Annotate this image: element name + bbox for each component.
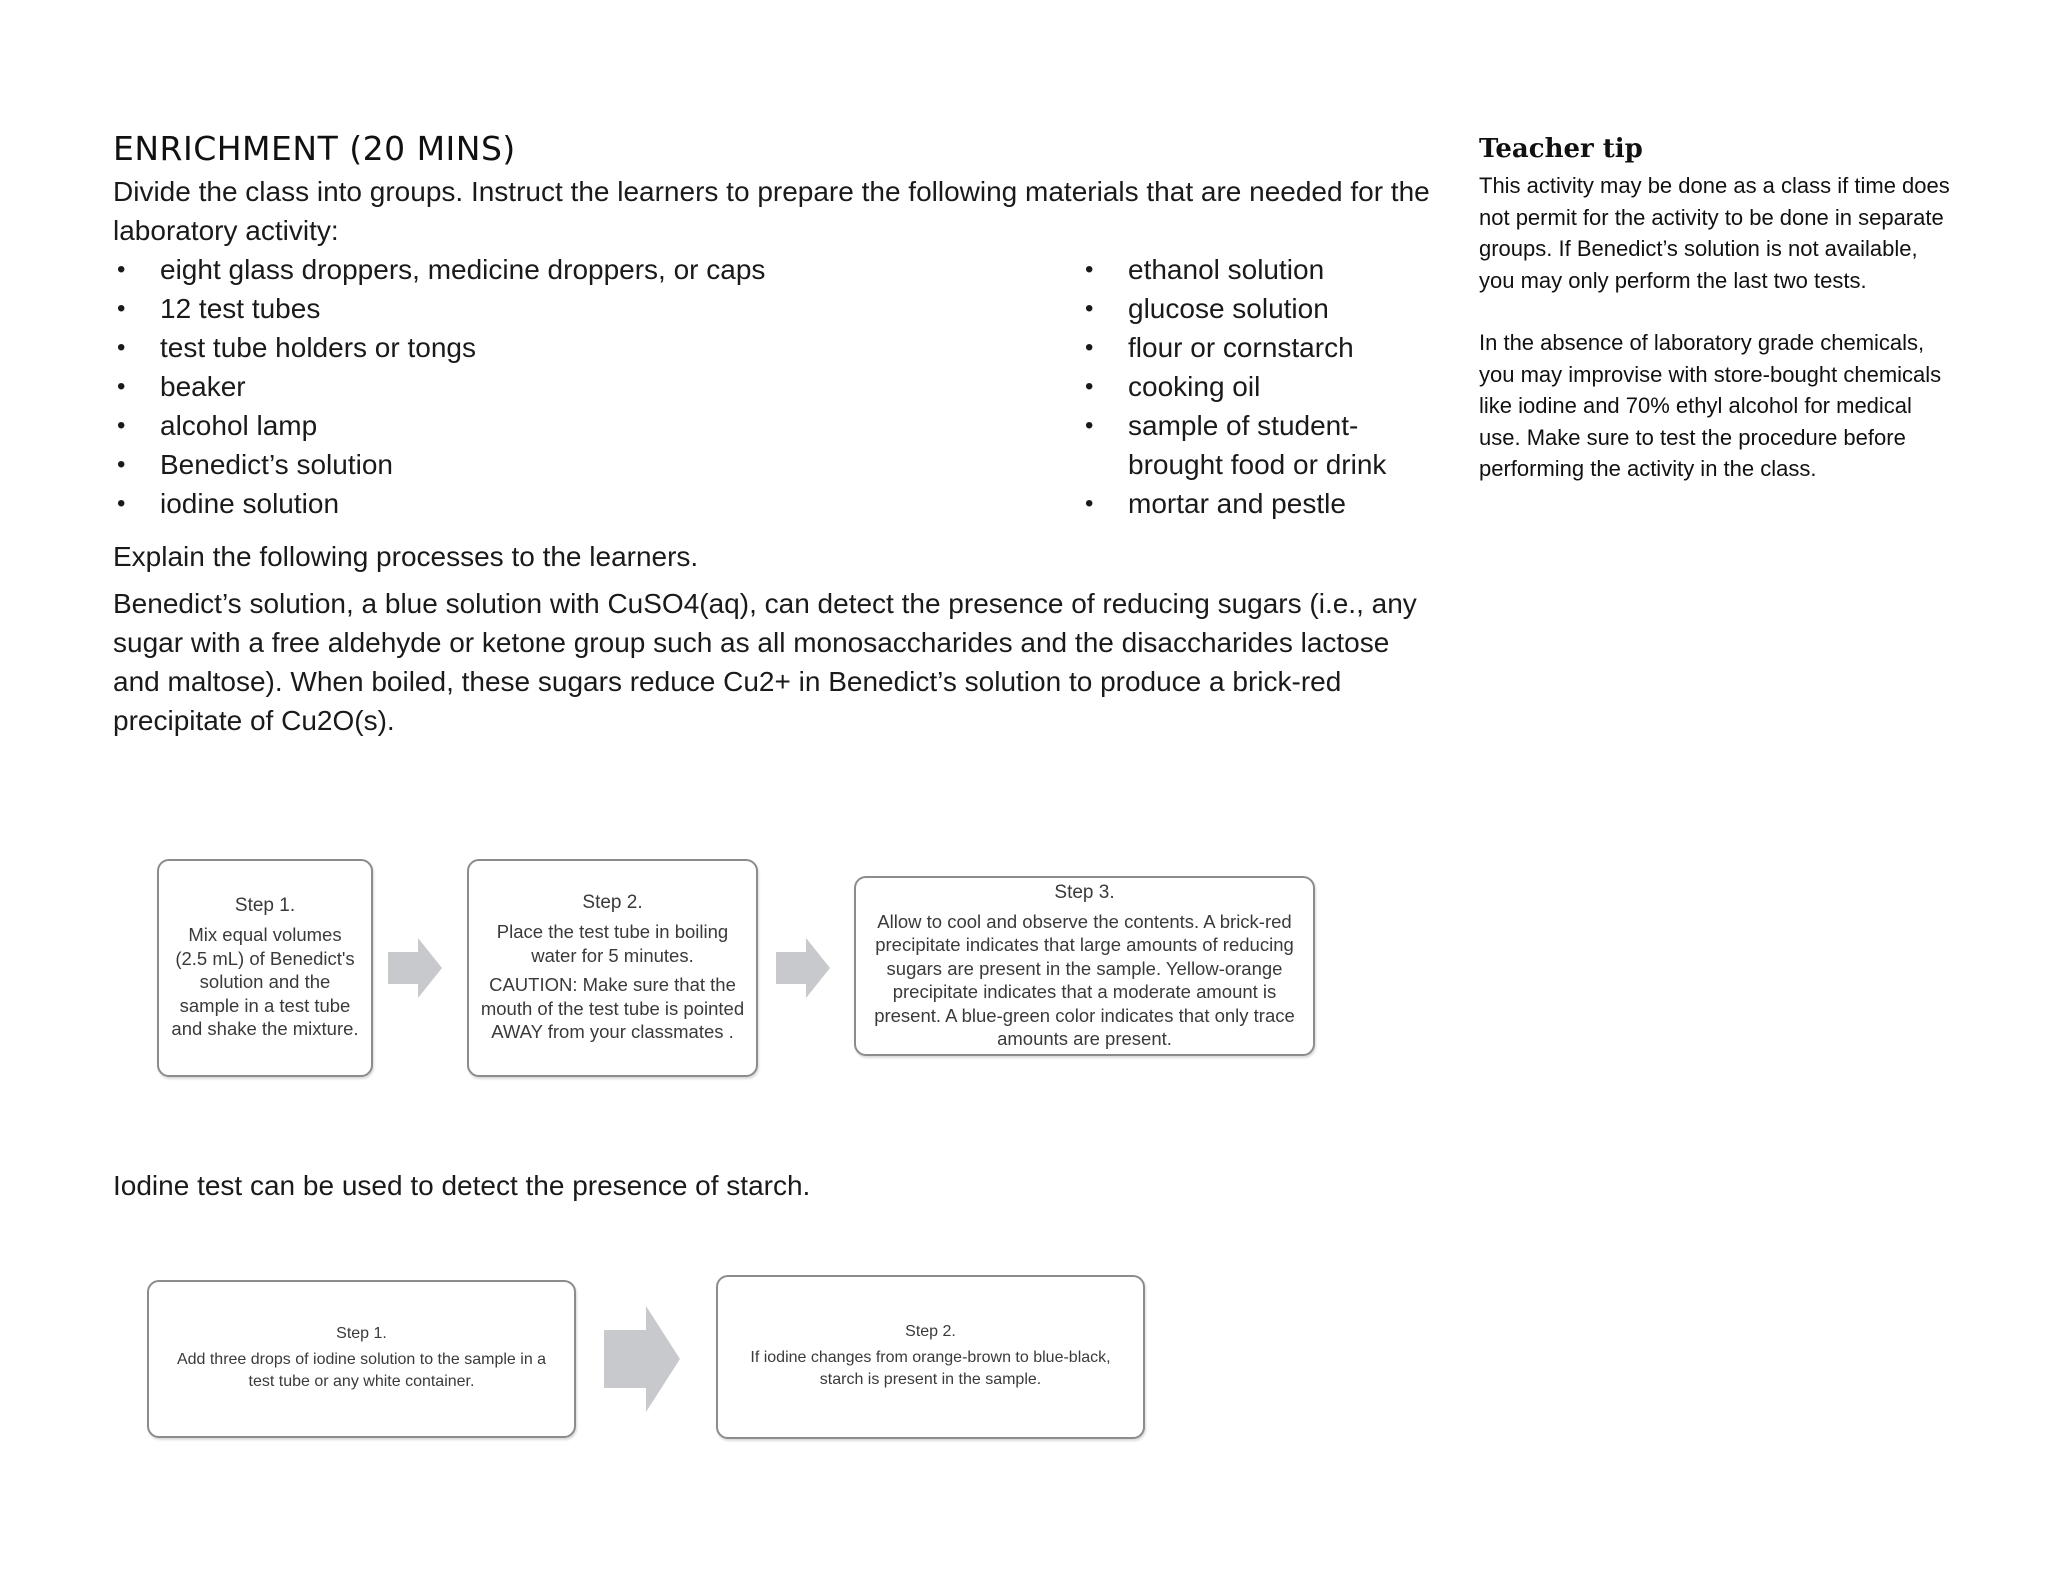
iodine-step2-box [716, 1275, 1145, 1439]
step-text: Allow to cool and observe the contents. A brick-red precipitate indicates that large amounts of reducing sugars are present in the sample. Yellow-orange precipitate indicates that a moderate amount is present. A blue-green color indicates that only trace amounts are present. [874, 910, 1295, 1049]
list-item: • sample of student-brought food or drink [1081, 406, 1421, 484]
list-item: • flour or cornstarch [1081, 328, 1421, 367]
teacher-tip-1: This activity may be done as a class if time does not permit for the activity to be done in separate groups. If Benedict’s solution is not available, you may only perform the last two tests. [1479, 173, 1950, 293]
bullet-icon: • [117, 412, 126, 439]
bullet-icon: • [117, 373, 126, 400]
materials-lists [113, 250, 1443, 525]
materials-list-left [113, 250, 1013, 523]
section-heading: ENRICHMENT (20 MINS) [113, 129, 516, 168]
teacher-tip-title: Teacher tip [1479, 134, 1643, 164]
list-item: • Benedict’s solution [113, 445, 1013, 484]
bullet-icon: • [117, 295, 126, 322]
bullet-icon: • [1085, 412, 1094, 439]
bullet-icon: • [1085, 295, 1094, 322]
arrow-right-icon [388, 938, 444, 998]
list-item: • eight glass droppers, medicine droppers, or caps [113, 250, 1013, 289]
bullet-icon: • [117, 451, 126, 478]
list-item: • test tube holders or tongs [113, 328, 1013, 367]
list-item: • 12 test tubes [113, 289, 1013, 328]
iodine-step1-box [147, 1280, 576, 1438]
arrow-right-icon [604, 1306, 682, 1412]
benedict-step1-box [157, 859, 373, 1077]
list-item: • beaker [113, 367, 1013, 406]
step-text: Mix equal volumes (2.5 mL) of Benedict's solution and the sample in a test tube and shake the mixture. [171, 924, 359, 1040]
bullet-icon: • [117, 334, 126, 361]
step-text: Add three drops of iodine solution to the sample in a test tube or any white container. [176, 1351, 547, 1390]
intro-paragraph: Divide the class into groups. Instruct the learners to prepare the following materials that are needed for the laboratory activity: [113, 176, 1430, 246]
benedict-step2-box [467, 859, 758, 1077]
step-label: Step 2. [905, 1323, 956, 1340]
step-label: Step 2. [582, 892, 643, 914]
benedict-paragraph: Benedict’s solution, a blue solution with CuSO4(aq), can detect the presence of reducing sugars (i.e., any sugar with a free aldehyde or ketone group such as all monosaccharides and the disaccharides lactose and maltose). When boiled, these sugars reduce Cu2+ in Benedict’s solution to produce a brick-red precipitate of Cu2O(s). [113, 588, 1417, 736]
bullet-icon: • [1085, 490, 1094, 517]
step-text: Place the test tube in boiling water for 5 minutes. [496, 921, 729, 966]
bullet-icon: • [117, 490, 126, 517]
step-text: If iodine changes from orange-brown to blue-black, starch is present in the sample. [750, 1349, 1111, 1388]
explain-paragraph: Explain the following processes to the learners. [113, 541, 699, 572]
step-label: Step 1. [336, 1325, 387, 1342]
materials-list-right [1081, 250, 1421, 523]
arrow-right-icon [776, 938, 832, 998]
step-label: Step 1. [234, 895, 296, 917]
list-item: • iodine solution [113, 484, 1013, 523]
step-label: Step 3. [1054, 881, 1115, 903]
list-item: • cooking oil [1081, 367, 1421, 406]
benedict-step3-box [854, 876, 1315, 1056]
list-item: • ethanol solution [1081, 250, 1421, 289]
caution-text: CAUTION: Make sure that the mouth of the test tube is pointed AWAY from your classmates . [480, 974, 745, 1043]
bullet-icon: • [1085, 256, 1094, 283]
bullet-icon: • [117, 256, 126, 283]
bullet-icon: • [1085, 334, 1094, 361]
teacher-tip-sidebar [1479, 132, 1959, 485]
bullet-icon: • [1085, 373, 1094, 400]
list-item: • glucose solution [1081, 289, 1421, 328]
main-content [113, 126, 1443, 740]
teacher-tip-2: In the absence of laboratory grade chemicals, you may improvise with store-bought chemicals like iodine and 70% ethyl alcohol for medical use. Make sure to test the procedure before performing the activity in the class. [1479, 330, 1942, 481]
list-item: • mortar and pestle [1081, 484, 1421, 523]
list-item: • alcohol lamp [113, 406, 1013, 445]
iodine-paragraph: Iodine test can be used to detect the presence of starch. [113, 1170, 811, 1201]
